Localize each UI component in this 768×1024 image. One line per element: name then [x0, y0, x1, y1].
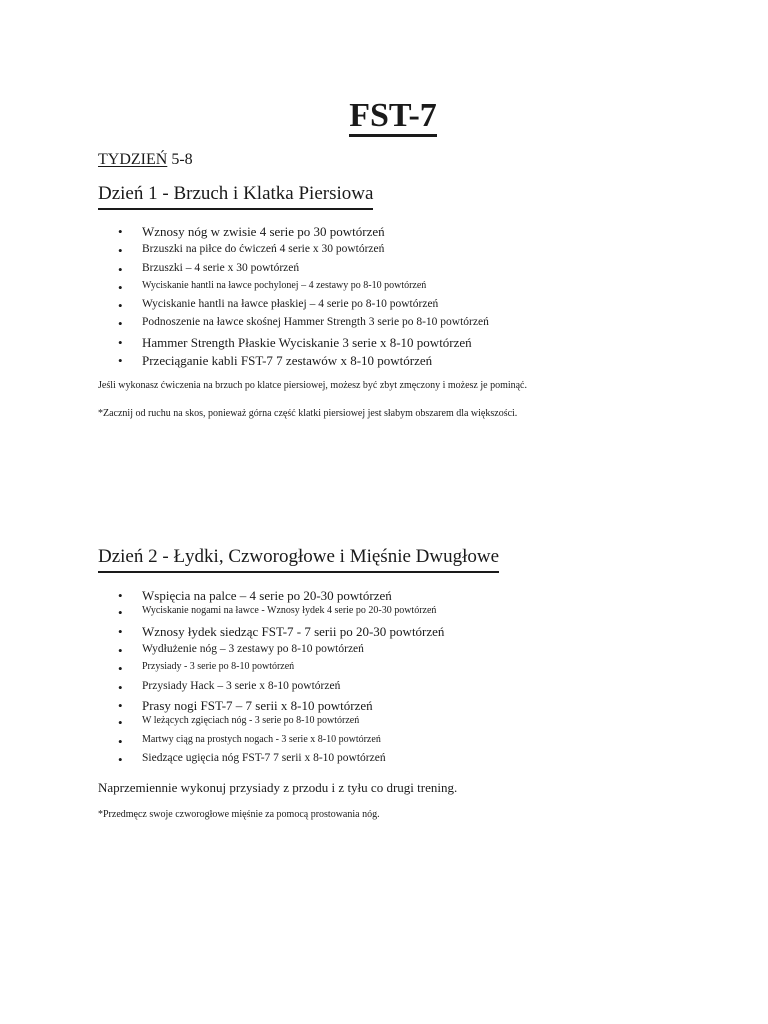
bullet-icon: • — [118, 752, 123, 767]
exercise-text: Wyciskanie hantli na ławce pochylonej – 4 zestawy po 8-10 powtórzeń — [142, 280, 427, 291]
list-item — [118, 243, 385, 258]
day2-heading: Dzień 2 - Łydki, Czworogłowe i Mięśnie Dwugłowe — [98, 545, 499, 573]
bullet-icon: • — [118, 698, 123, 713]
bullet-icon: • — [118, 680, 123, 695]
list-item — [118, 624, 444, 640]
bullet-icon: • — [118, 661, 123, 676]
bullet-icon: • — [118, 353, 123, 368]
bullet-icon: • — [118, 643, 123, 658]
bullet-icon: • — [118, 316, 123, 331]
bullet-icon: • — [118, 335, 123, 350]
exercise-text: W leżących zgięciach nóg - 3 serie po 8-10 powtórzeń — [142, 715, 360, 726]
exercise-text: Hammer Strength Płaskie Wyciskanie 3 serie x 8-10 powtórzeń — [142, 335, 472, 350]
exercise-text: Siedzące ugięcia nóg FST-7 7 serii x 8-10 powtórzeń — [142, 752, 386, 764]
week-label-word: TYDZIEŃ — [98, 151, 168, 168]
bullet-icon: • — [118, 262, 123, 277]
week-label-range: 5-8 — [167, 151, 193, 168]
list-item — [118, 715, 360, 730]
exercise-text: Wyciskanie hantli na ławce płaskiej – 4 serie po 8-10 powtórzeń — [142, 298, 439, 310]
exercise-text: Wydłużenie nóg – 3 zestawy po 8-10 powtórzeń — [142, 643, 364, 655]
day1-heading: Dzień 1 - Brzuch i Klatka Piersiowa — [98, 182, 373, 210]
exercise-text: Prasy nogi FST-7 – 7 serii x 8-10 powtórzeń — [142, 698, 373, 713]
exercise-text: Martwy ciąg na prostych nogach - 3 serie x 8-10 powtórzeń — [142, 734, 381, 745]
list-item — [118, 680, 341, 695]
exercise-text: Przysiady - 3 serie po 8-10 powtórzeń — [142, 661, 295, 672]
bullet-icon: • — [118, 588, 123, 603]
list-item — [118, 353, 432, 369]
list-item — [118, 734, 381, 749]
exercise-text: Przeciąganie kabli FST-7 7 zestawów x 8-10 powtórzeń — [142, 353, 433, 368]
list-item — [118, 643, 364, 658]
list-item — [118, 262, 300, 277]
list-item — [118, 588, 392, 604]
bullet-icon: • — [118, 624, 123, 639]
bullet-icon: • — [118, 224, 123, 239]
day1-note-2: *Zacznij od ruchu na skos, ponieważ górna część klatki piersiowej jest słabym obszarem dla większości. — [98, 408, 518, 419]
list-item — [118, 335, 472, 351]
list-item — [118, 280, 427, 295]
exercise-text: Podnoszenie na ławce skośnej Hammer Strength 3 serie po 8-10 powtórzeń — [142, 316, 489, 328]
bullet-icon: • — [118, 280, 123, 295]
bullet-icon: • — [118, 243, 123, 258]
bullet-icon: • — [118, 298, 123, 313]
list-item — [118, 605, 437, 620]
exercise-text: Przysiady Hack – 3 serie x 8-10 powtórzeń — [142, 680, 341, 692]
list-item — [118, 661, 295, 676]
day2-note-1: Naprzemiennie wykonuj przysiady z przodu i z tyłu co drugi trening. — [98, 780, 458, 795]
exercise-text: Wyciskanie nogami na ławce - Wznosy łydek 4 serie po 20-30 powtórzeń — [142, 605, 437, 616]
bullet-icon: • — [118, 605, 123, 620]
day2-note-2: *Przedmęcz swoje czworogłowe mięśnie za pomocą prostowania nóg. — [98, 809, 380, 820]
bullet-icon: • — [118, 734, 123, 749]
exercise-text: Wspięcia na palce – 4 serie po 20-30 powtórzeń — [142, 588, 392, 603]
list-item — [118, 752, 386, 767]
exercise-text: Brzuszki na piłce do ćwiczeń 4 serie x 30 powtórzeń — [142, 243, 385, 255]
list-item — [118, 316, 489, 331]
list-item — [118, 698, 373, 714]
bullet-icon: • — [118, 715, 123, 730]
exercise-text: Brzuszki – 4 serie x 30 powtórzeń — [142, 262, 300, 274]
exercise-text: Wznosy nóg w zwisie 4 serie po 30 powtórzeń — [142, 224, 385, 239]
list-item — [118, 224, 385, 240]
list-item — [118, 298, 439, 313]
day1-note-1: Jeśli wykonasz ćwiczenia na brzuch po klatce piersiowej, możesz być zbyt zmęczony i możesz je pominąć. — [98, 380, 527, 391]
document-title-text: FST-7 — [349, 97, 437, 137]
document-title — [0, 96, 768, 136]
week-label — [98, 150, 193, 170]
exercise-text: Wznosy łydek siedząc FST-7 - 7 serii po 20-30 powtórzeń — [142, 624, 445, 639]
